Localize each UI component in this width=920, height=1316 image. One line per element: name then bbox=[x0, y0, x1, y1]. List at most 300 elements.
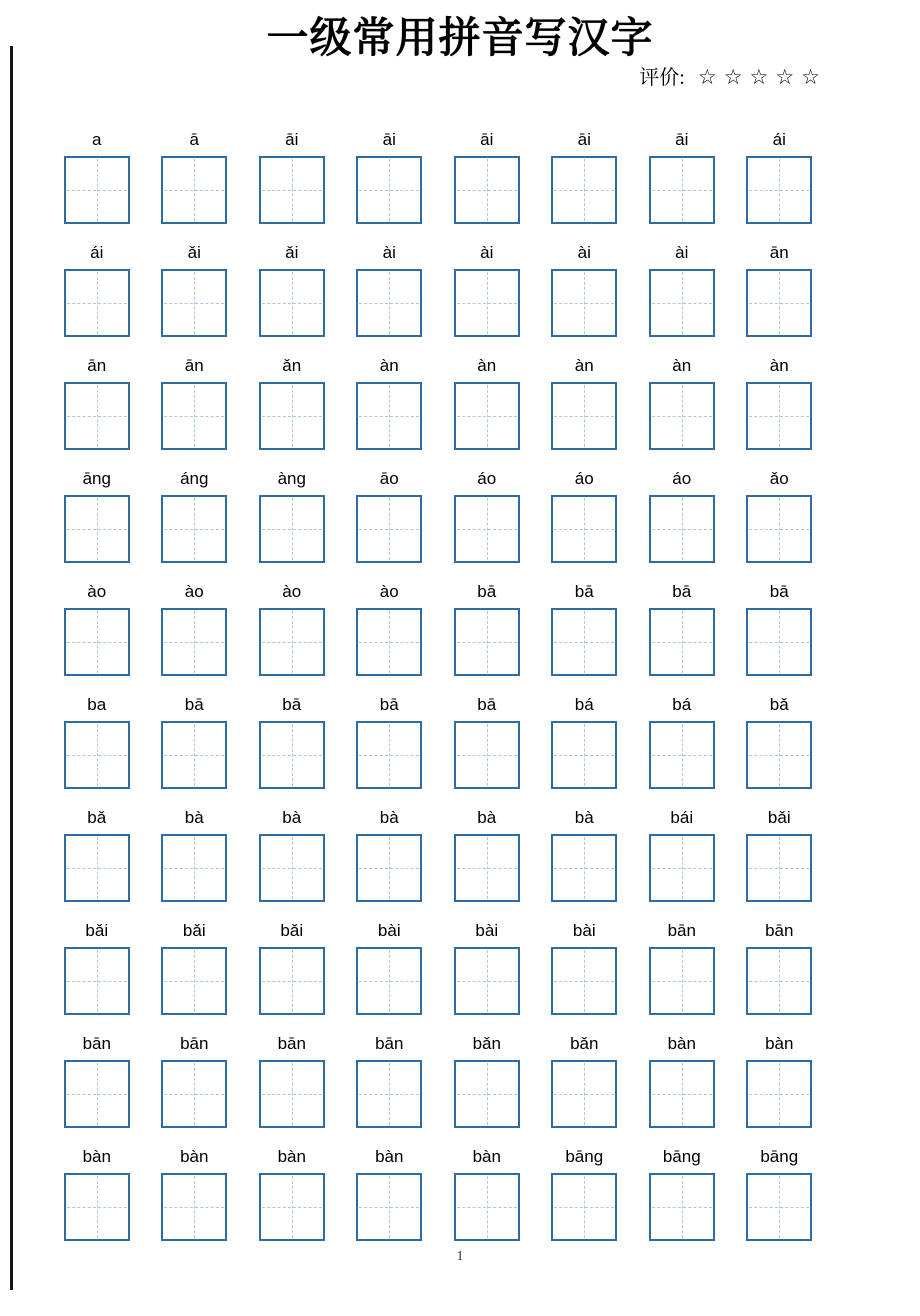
pinyin-cell bbox=[48, 1034, 146, 1128]
horizontal-guide-line bbox=[67, 981, 127, 982]
pinyin-label: bǎi bbox=[767, 808, 791, 827]
writing-box bbox=[454, 721, 520, 789]
pinyin-cell bbox=[341, 808, 439, 902]
star-icon: ☆ bbox=[749, 65, 769, 89]
pinyin-label: bān bbox=[375, 1034, 404, 1053]
pinyin-label: bǎn bbox=[570, 1034, 599, 1053]
writing-box bbox=[649, 1173, 715, 1241]
pinyin-cell bbox=[48, 1147, 146, 1241]
pinyin-cell bbox=[48, 469, 146, 563]
writing-box bbox=[551, 1173, 617, 1241]
writing-box bbox=[551, 947, 617, 1015]
pinyin-label: bǎ bbox=[87, 808, 107, 827]
horizontal-guide-line bbox=[359, 1207, 419, 1208]
horizontal-guide-line bbox=[262, 1207, 322, 1208]
horizontal-guide-line bbox=[67, 303, 127, 304]
pinyin-cell bbox=[536, 582, 634, 676]
pinyin-label: ān bbox=[87, 356, 107, 375]
pinyin-label: ài bbox=[480, 243, 494, 262]
pinyin-cell bbox=[243, 582, 341, 676]
pinyin-cell bbox=[48, 808, 146, 902]
pinyin-cell bbox=[48, 582, 146, 676]
writing-box bbox=[649, 608, 715, 676]
pinyin-label: bà bbox=[574, 808, 594, 827]
horizontal-guide-line bbox=[457, 1207, 517, 1208]
pinyin-label: ài bbox=[675, 243, 689, 262]
writing-box bbox=[356, 1060, 422, 1128]
pinyin-label: bàn bbox=[82, 1147, 111, 1166]
pinyin-cell bbox=[48, 695, 146, 789]
horizontal-guide-line bbox=[554, 1207, 614, 1208]
horizontal-guide-line bbox=[164, 868, 224, 869]
pinyin-cell bbox=[48, 356, 146, 450]
horizontal-guide-line bbox=[164, 1207, 224, 1208]
page-number: 1 bbox=[456, 1249, 464, 1264]
pinyin-label: áo bbox=[477, 469, 497, 488]
horizontal-guide-line bbox=[457, 755, 517, 756]
writing-box bbox=[551, 495, 617, 563]
writing-box bbox=[356, 608, 422, 676]
pinyin-label: bàn bbox=[375, 1147, 404, 1166]
horizontal-guide-line bbox=[262, 190, 322, 191]
writing-box bbox=[64, 608, 130, 676]
pinyin-cell bbox=[536, 808, 634, 902]
pinyin-label: bā bbox=[477, 695, 497, 714]
pinyin-cell bbox=[633, 808, 731, 902]
writing-box bbox=[746, 834, 812, 902]
horizontal-guide-line bbox=[262, 981, 322, 982]
writing-box bbox=[161, 156, 227, 224]
pinyin-label: bàn bbox=[765, 1034, 794, 1053]
pinyin-label: bāng bbox=[662, 1147, 701, 1166]
writing-box bbox=[161, 495, 227, 563]
writing-box bbox=[454, 495, 520, 563]
pinyin-label: bān bbox=[667, 921, 696, 940]
horizontal-guide-line bbox=[359, 868, 419, 869]
writing-box bbox=[356, 382, 422, 450]
writing-box bbox=[746, 156, 812, 224]
pinyin-label: áo bbox=[672, 469, 692, 488]
star-icon: ☆ bbox=[723, 65, 743, 89]
pinyin-cell bbox=[438, 469, 536, 563]
pinyin-cell bbox=[633, 243, 731, 337]
pinyin-label: bà bbox=[379, 808, 399, 827]
horizontal-guide-line bbox=[359, 642, 419, 643]
writing-box bbox=[161, 721, 227, 789]
horizontal-guide-line bbox=[359, 755, 419, 756]
horizontal-guide-line bbox=[554, 190, 614, 191]
writing-box bbox=[649, 834, 715, 902]
horizontal-guide-line bbox=[749, 1207, 809, 1208]
pinyin-cell bbox=[341, 1034, 439, 1128]
writing-box bbox=[454, 382, 520, 450]
pinyin-cell bbox=[438, 695, 536, 789]
pinyin-label: ǎi bbox=[187, 243, 201, 262]
pinyin-label: bài bbox=[572, 921, 596, 940]
pinyin-cell bbox=[438, 130, 536, 224]
pinyin-label: ba bbox=[87, 695, 107, 714]
writing-box bbox=[259, 1173, 325, 1241]
pinyin-label: ān bbox=[769, 243, 789, 262]
pinyin-cell bbox=[341, 1147, 439, 1241]
writing-box bbox=[259, 721, 325, 789]
horizontal-guide-line bbox=[652, 981, 712, 982]
horizontal-guide-line bbox=[749, 1094, 809, 1095]
writing-box bbox=[649, 382, 715, 450]
writing-box bbox=[649, 947, 715, 1015]
horizontal-guide-line bbox=[652, 190, 712, 191]
pinyin-cell bbox=[48, 921, 146, 1015]
writing-box bbox=[356, 947, 422, 1015]
writing-box bbox=[649, 495, 715, 563]
pinyin-label: bàn bbox=[180, 1147, 209, 1166]
pinyin-cell bbox=[438, 1147, 536, 1241]
horizontal-guide-line bbox=[457, 981, 517, 982]
pinyin-cell bbox=[243, 130, 341, 224]
writing-box bbox=[356, 269, 422, 337]
pinyin-label: bā bbox=[477, 582, 497, 601]
writing-box bbox=[161, 269, 227, 337]
horizontal-guide-line bbox=[262, 416, 322, 417]
writing-box bbox=[746, 269, 812, 337]
horizontal-guide-line bbox=[457, 1094, 517, 1095]
pinyin-label: bǎn bbox=[472, 1034, 501, 1053]
pinyin-cell bbox=[243, 921, 341, 1015]
horizontal-guide-line bbox=[652, 868, 712, 869]
pinyin-cell bbox=[633, 356, 731, 450]
writing-box bbox=[161, 947, 227, 1015]
pinyin-label: āi bbox=[382, 130, 396, 149]
pinyin-label: ào bbox=[184, 582, 204, 601]
pinyin-label: bā bbox=[184, 695, 204, 714]
horizontal-guide-line bbox=[262, 303, 322, 304]
horizontal-guide-line bbox=[67, 868, 127, 869]
writing-box bbox=[259, 1060, 325, 1128]
pinyin-label: ān bbox=[184, 356, 204, 375]
horizontal-guide-line bbox=[67, 416, 127, 417]
writing-box bbox=[551, 608, 617, 676]
horizontal-guide-line bbox=[457, 868, 517, 869]
writing-box bbox=[356, 495, 422, 563]
writing-box bbox=[551, 382, 617, 450]
horizontal-guide-line bbox=[457, 642, 517, 643]
horizontal-guide-line bbox=[652, 303, 712, 304]
pinyin-label: bā bbox=[769, 582, 789, 601]
pinyin-cell bbox=[536, 469, 634, 563]
pinyin-cell bbox=[731, 808, 829, 902]
writing-box bbox=[746, 1060, 812, 1128]
writing-box bbox=[161, 834, 227, 902]
horizontal-guide-line bbox=[652, 642, 712, 643]
pinyin-cell bbox=[146, 243, 244, 337]
pinyin-cell bbox=[438, 921, 536, 1015]
pinyin-label: bā bbox=[379, 695, 399, 714]
writing-box bbox=[64, 1060, 130, 1128]
writing-box bbox=[259, 947, 325, 1015]
pinyin-label: bǎ bbox=[769, 695, 789, 714]
writing-box bbox=[64, 947, 130, 1015]
writing-box bbox=[649, 156, 715, 224]
writing-box bbox=[356, 156, 422, 224]
horizontal-guide-line bbox=[164, 529, 224, 530]
pinyin-label: àn bbox=[574, 356, 594, 375]
pinyin-cell bbox=[731, 695, 829, 789]
pinyin-label: ái bbox=[772, 130, 786, 149]
rating-line bbox=[0, 64, 920, 90]
horizontal-guide-line bbox=[164, 981, 224, 982]
pinyin-cell bbox=[341, 130, 439, 224]
horizontal-guide-line bbox=[749, 529, 809, 530]
writing-box bbox=[551, 834, 617, 902]
pinyin-cell bbox=[536, 695, 634, 789]
horizontal-guide-line bbox=[359, 303, 419, 304]
writing-box bbox=[551, 721, 617, 789]
horizontal-guide-line bbox=[749, 642, 809, 643]
pinyin-label: áo bbox=[574, 469, 594, 488]
rating-stars bbox=[691, 67, 820, 89]
horizontal-guide-line bbox=[67, 642, 127, 643]
horizontal-guide-line bbox=[652, 529, 712, 530]
pinyin-label: ái bbox=[90, 243, 104, 262]
pinyin-cell bbox=[731, 243, 829, 337]
pinyin-cell bbox=[731, 356, 829, 450]
writing-box bbox=[356, 1173, 422, 1241]
pinyin-label: àn bbox=[477, 356, 497, 375]
pinyin-cell bbox=[146, 130, 244, 224]
pinyin-label: bàn bbox=[277, 1147, 306, 1166]
pinyin-label: bái bbox=[670, 808, 694, 827]
writing-box bbox=[161, 608, 227, 676]
scan-edge-border bbox=[10, 46, 13, 1290]
writing-box bbox=[64, 156, 130, 224]
pinyin-label: bá bbox=[574, 695, 594, 714]
pinyin-label: ào bbox=[282, 582, 302, 601]
horizontal-guide-line bbox=[652, 755, 712, 756]
horizontal-guide-line bbox=[457, 190, 517, 191]
horizontal-guide-line bbox=[359, 190, 419, 191]
writing-box bbox=[259, 495, 325, 563]
horizontal-guide-line bbox=[652, 1094, 712, 1095]
pinyin-label: bāng bbox=[565, 1147, 604, 1166]
pinyin-label: bǎi bbox=[280, 921, 304, 940]
writing-box bbox=[454, 1173, 520, 1241]
pinyin-cell bbox=[633, 1034, 731, 1128]
pinyin-cell bbox=[243, 1034, 341, 1128]
writing-box bbox=[161, 1173, 227, 1241]
horizontal-guide-line bbox=[67, 1094, 127, 1095]
pinyin-label: bān bbox=[277, 1034, 306, 1053]
pinyin-cell bbox=[243, 695, 341, 789]
writing-box bbox=[356, 721, 422, 789]
pinyin-label: āi bbox=[675, 130, 689, 149]
writing-box bbox=[746, 382, 812, 450]
pinyin-cell bbox=[146, 356, 244, 450]
pinyin-label: bā bbox=[574, 582, 594, 601]
pinyin-label: bān bbox=[765, 921, 794, 940]
pinyin-cell bbox=[731, 1034, 829, 1128]
pinyin-label: àng bbox=[277, 469, 306, 488]
writing-box bbox=[649, 721, 715, 789]
horizontal-guide-line bbox=[554, 416, 614, 417]
pinyin-label: bà bbox=[282, 808, 302, 827]
pinyin-cell bbox=[341, 921, 439, 1015]
pinyin-cell bbox=[341, 582, 439, 676]
pinyin-cell bbox=[146, 1147, 244, 1241]
pinyin-label: bāng bbox=[760, 1147, 799, 1166]
horizontal-guide-line bbox=[359, 1094, 419, 1095]
pinyin-cell bbox=[243, 243, 341, 337]
horizontal-guide-line bbox=[262, 868, 322, 869]
pinyin-cell bbox=[146, 921, 244, 1015]
pinyin-cell bbox=[48, 130, 146, 224]
writing-box bbox=[64, 834, 130, 902]
pinyin-label: bā bbox=[282, 695, 302, 714]
horizontal-guide-line bbox=[554, 303, 614, 304]
writing-box bbox=[649, 269, 715, 337]
pinyin-label: āi bbox=[480, 130, 494, 149]
horizontal-guide-line bbox=[554, 529, 614, 530]
writing-box bbox=[746, 1173, 812, 1241]
pinyin-cell bbox=[633, 695, 731, 789]
rating-label: 评价: bbox=[639, 67, 685, 89]
horizontal-guide-line bbox=[554, 981, 614, 982]
pinyin-cell bbox=[731, 921, 829, 1015]
pinyin-cell bbox=[438, 582, 536, 676]
pinyin-label: bài bbox=[475, 921, 499, 940]
horizontal-guide-line bbox=[554, 1094, 614, 1095]
horizontal-guide-line bbox=[457, 416, 517, 417]
horizontal-guide-line bbox=[749, 190, 809, 191]
pinyin-label: àn bbox=[672, 356, 692, 375]
writing-box bbox=[64, 382, 130, 450]
pinyin-cell bbox=[536, 356, 634, 450]
horizontal-guide-line bbox=[457, 529, 517, 530]
pinyin-cell bbox=[536, 243, 634, 337]
writing-box bbox=[551, 156, 617, 224]
pinyin-label: ào bbox=[87, 582, 107, 601]
writing-box bbox=[161, 382, 227, 450]
pinyin-label: ǎo bbox=[769, 469, 789, 488]
writing-box bbox=[746, 947, 812, 1015]
pinyin-label: bā bbox=[672, 582, 692, 601]
writing-box bbox=[649, 1060, 715, 1128]
pinyin-cell bbox=[243, 469, 341, 563]
horizontal-guide-line bbox=[652, 1207, 712, 1208]
writing-box bbox=[746, 608, 812, 676]
horizontal-guide-line bbox=[554, 642, 614, 643]
writing-box bbox=[64, 495, 130, 563]
pinyin-cell bbox=[243, 356, 341, 450]
pinyin-cell bbox=[341, 243, 439, 337]
pinyin-cell bbox=[731, 582, 829, 676]
horizontal-guide-line bbox=[262, 642, 322, 643]
pinyin-cell bbox=[438, 1034, 536, 1128]
horizontal-guide-line bbox=[749, 755, 809, 756]
writing-box bbox=[454, 834, 520, 902]
horizontal-guide-line bbox=[749, 981, 809, 982]
horizontal-guide-line bbox=[359, 529, 419, 530]
pinyin-label: bǎi bbox=[182, 921, 206, 940]
pinyin-cell bbox=[633, 921, 731, 1015]
horizontal-guide-line bbox=[359, 981, 419, 982]
pinyin-label: bà bbox=[477, 808, 497, 827]
pinyin-cell bbox=[633, 469, 731, 563]
pinyin-cell bbox=[438, 356, 536, 450]
horizontal-guide-line bbox=[164, 190, 224, 191]
horizontal-guide-line bbox=[164, 642, 224, 643]
pinyin-cell bbox=[146, 469, 244, 563]
pinyin-label: áng bbox=[180, 469, 209, 488]
writing-box bbox=[259, 608, 325, 676]
pinyin-label: àn bbox=[379, 356, 399, 375]
pinyin-cell bbox=[731, 130, 829, 224]
writing-box bbox=[64, 269, 130, 337]
pinyin-cell bbox=[243, 1147, 341, 1241]
pinyin-label: bài bbox=[377, 921, 401, 940]
pinyin-label: āi bbox=[577, 130, 591, 149]
writing-box bbox=[454, 947, 520, 1015]
writing-box bbox=[259, 156, 325, 224]
pinyin-cell bbox=[48, 243, 146, 337]
writing-box bbox=[259, 834, 325, 902]
writing-box bbox=[161, 1060, 227, 1128]
pinyin-cell bbox=[341, 356, 439, 450]
pinyin-label: āo bbox=[379, 469, 399, 488]
horizontal-guide-line bbox=[749, 868, 809, 869]
horizontal-guide-line bbox=[164, 416, 224, 417]
pinyin-label: bān bbox=[180, 1034, 209, 1053]
pinyin-cell bbox=[731, 1147, 829, 1241]
writing-box bbox=[259, 382, 325, 450]
page-title: 一级常用拼音写汉字 bbox=[266, 14, 654, 61]
pinyin-label: āi bbox=[285, 130, 299, 149]
horizontal-guide-line bbox=[749, 303, 809, 304]
star-icon: ☆ bbox=[697, 65, 717, 89]
pinyin-label: ǎi bbox=[285, 243, 299, 262]
pinyin-cell bbox=[243, 808, 341, 902]
pinyin-cell bbox=[341, 469, 439, 563]
pinyin-label: bá bbox=[672, 695, 692, 714]
pinyin-cell bbox=[146, 695, 244, 789]
pinyin-label: bān bbox=[82, 1034, 111, 1053]
pinyin-cell bbox=[341, 695, 439, 789]
pinyin-label: ǎn bbox=[282, 356, 302, 375]
pinyin-label: bà bbox=[184, 808, 204, 827]
writing-box bbox=[454, 269, 520, 337]
horizontal-guide-line bbox=[457, 303, 517, 304]
horizontal-guide-line bbox=[67, 1207, 127, 1208]
horizontal-guide-line bbox=[554, 755, 614, 756]
pinyin-label: ā bbox=[189, 130, 199, 149]
pinyin-cell bbox=[146, 1034, 244, 1128]
pinyin-cell bbox=[633, 130, 731, 224]
pinyin-label: bǎi bbox=[85, 921, 109, 940]
horizontal-guide-line bbox=[262, 529, 322, 530]
pinyin-cell bbox=[146, 808, 244, 902]
pinyin-label: ài bbox=[382, 243, 396, 262]
pinyin-cell bbox=[536, 1034, 634, 1128]
writing-box bbox=[454, 608, 520, 676]
writing-box bbox=[259, 269, 325, 337]
pinyin-label: ào bbox=[379, 582, 399, 601]
writing-box bbox=[64, 721, 130, 789]
horizontal-guide-line bbox=[67, 190, 127, 191]
pinyin-cell bbox=[536, 921, 634, 1015]
pinyin-cell bbox=[438, 243, 536, 337]
writing-box bbox=[746, 721, 812, 789]
writing-box bbox=[746, 495, 812, 563]
horizontal-guide-line bbox=[67, 529, 127, 530]
